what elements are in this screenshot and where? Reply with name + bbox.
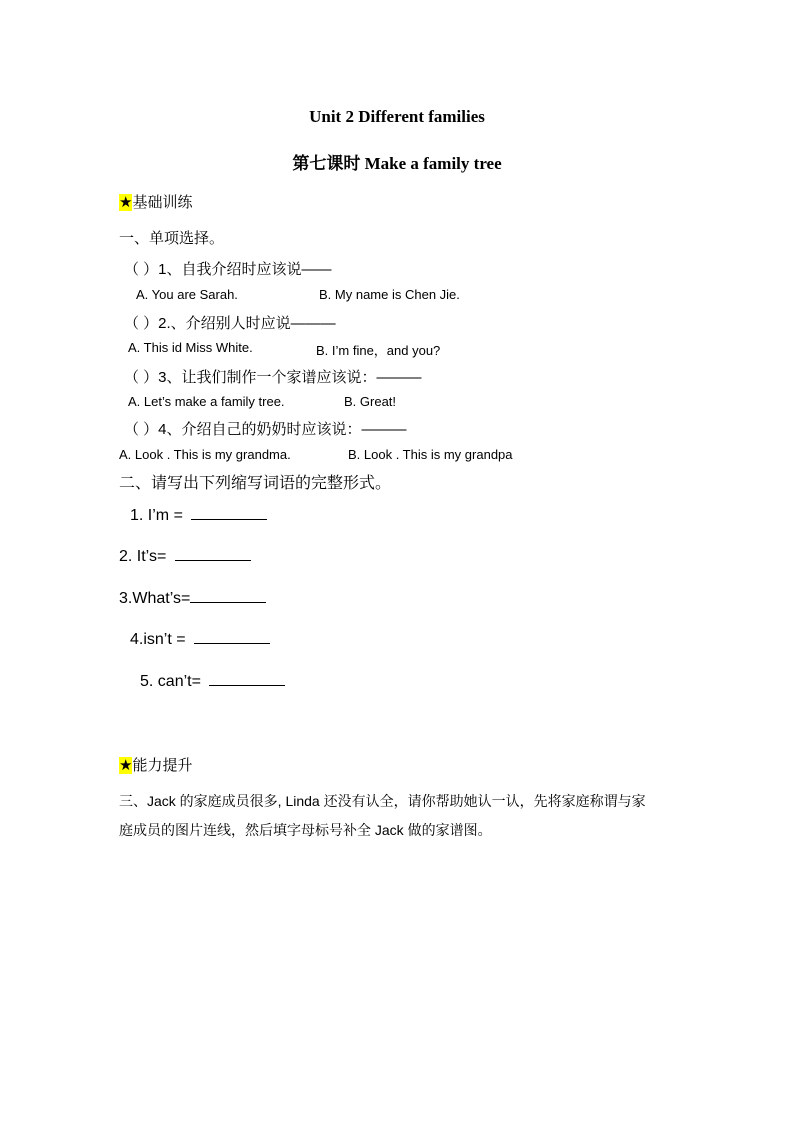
fill-item-label: 2. It’s=	[119, 548, 171, 565]
star-icon: ★	[119, 757, 133, 774]
question-1-stem: （ ）1、自我介绍时应该说——	[124, 261, 332, 278]
question-2-stem: （ ）2.、介绍别人时应说———	[124, 315, 336, 332]
section-basic-title: 基础训练	[132, 194, 193, 211]
answer-blank[interactable]	[175, 546, 251, 561]
star-icon: ★	[119, 194, 133, 211]
question-3-option-a: A. Let’s make a family tree.	[128, 394, 285, 409]
section-advanced-title: 能力提升	[132, 757, 193, 774]
question-2-option-b: B. I’m fine，and you?	[316, 343, 441, 358]
question-3-option-b: B. Great!	[344, 394, 397, 409]
answer-blank[interactable]	[191, 505, 267, 520]
fill-item-1	[130, 505, 267, 525]
answer-blank[interactable]	[190, 588, 266, 603]
fill-item-label: 1. I’m =	[130, 507, 188, 524]
fill-item-2	[119, 546, 251, 566]
question-1-option-a: A. You are Sarah.	[136, 287, 238, 302]
fill-item-4	[130, 629, 270, 649]
fill-item-5	[140, 671, 285, 691]
question-4-stem: （ ）4、介绍自己的奶奶时应该说：———	[124, 421, 407, 438]
lesson-title: 第七课时 Make a family tree	[292, 154, 502, 173]
section-basic-heading	[119, 191, 192, 212]
question-3-stem: （ ）3、让我们制作一个家谱应该说：———	[124, 369, 422, 386]
section-advanced-heading	[119, 754, 192, 775]
part3-instructions-line2: 庭成员的图片连线，然后填字母标号补全 Jack 做的家谱图。	[119, 822, 492, 838]
part1-title: 一、单项选择。	[119, 230, 225, 247]
unit-title: Unit 2 Different families	[309, 107, 485, 126]
answer-blank[interactable]	[209, 671, 285, 686]
answer-blank[interactable]	[194, 629, 270, 644]
part2-title: 二、请写出下列缩写词语的完整形式。	[119, 475, 392, 492]
question-2-option-a: A. This id Miss White.	[128, 340, 253, 355]
part3-instructions-line1: 三、Jack 的家庭成员很多, Linda 还没有认全，请你帮助她认一认，先将家庭称谓与家	[119, 793, 646, 809]
fill-item-label: 3.What’s=	[119, 590, 191, 607]
question-4-option-b: B. Look . This is my grandpa	[348, 447, 513, 462]
question-1-option-b: B. My name is Chen Jie.	[319, 287, 460, 302]
fill-item-3	[119, 588, 266, 608]
fill-item-label: 4.isn’t =	[130, 631, 191, 648]
fill-item-label: 5. can’t=	[140, 673, 206, 690]
question-4-option-a: A. Look . This is my grandma.	[119, 447, 291, 462]
